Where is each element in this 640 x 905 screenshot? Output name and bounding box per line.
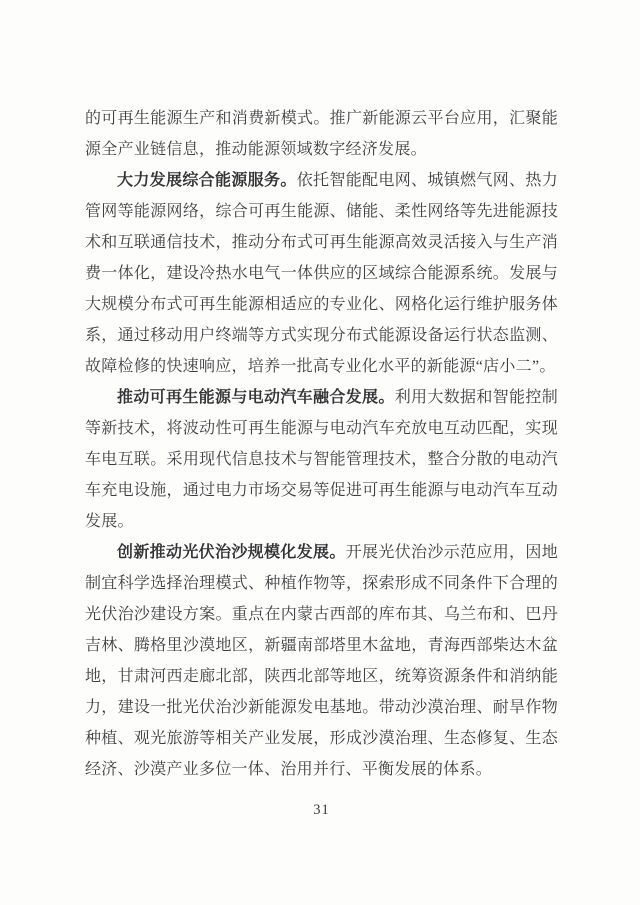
paragraph-lead: 推动可再生能源与电动汽车融合发展。 <box>117 389 395 406</box>
paragraph <box>85 537 558 785</box>
text-block <box>85 103 558 785</box>
paragraph-lead: 创新推动光伏治沙规模化发展。 <box>117 544 346 561</box>
paragraph <box>85 382 558 537</box>
paragraph-continuation <box>85 103 558 165</box>
paragraph-text: 利用大数据和智能控制等新技术，将波动性可再生能源与电动汽车充放电互动匹配，实现车电互联。采用现代信息技术与智能管理技术，整合分散的电动汽车充电设施，通过电力市场交易等促进可再生能源与电动汽车互动发展。 <box>85 389 558 530</box>
paragraph-text: 依托智能配电网、城镇燃气网、热力管网等能源网络，综合可再生能源、储能、柔性网络等先进能源技术和互联通信技术，推动分布式可再生能源高效灵活接入与生产消费一体化，建设冷热水电气一体供应的区域综合能源系统。发展与大规模分布式可再生能源相适应的专业化、网格化运行维护服务体系，通过移动用户终端等方式实现分布式能源设备运行状态监测、故障检修的快速响应，培养一批高专业化水平的新能源“店小二”。 <box>85 172 558 375</box>
paragraph <box>85 165 558 382</box>
paragraph-lead: 大力发展综合能源服务。 <box>117 172 297 189</box>
page-number: 31 <box>313 802 330 818</box>
paragraph-text: 开展光伏治沙示范应用，因地制宜科学选择治理模式、种植作物等，探索形成不同条件下合理的光伏治沙建设方案。重点在内蒙古西部的库布其、乌兰布和、巴丹吉林、腾格里沙漠地区，新疆南部塔里木盆地，青海西部柴达木盆地，甘肃河西走廊北部，陕西北部等地区，统筹资源条件和消纳能力，建设一批光伏治沙新能源发电基地。带动沙漠治理、耐旱作物种植、观光旅游等相关产业发展，形成沙漠治理、生态修复、生态经济、沙漠产业多位一体、治用并行、平衡发展的体系。 <box>85 544 559 778</box>
paragraph-text: 的可再生能源生产和消费新模式。推广新能源云平台应用，汇聚能源全产业链信息，推动能源领域数字经济发展。 <box>85 110 558 158</box>
